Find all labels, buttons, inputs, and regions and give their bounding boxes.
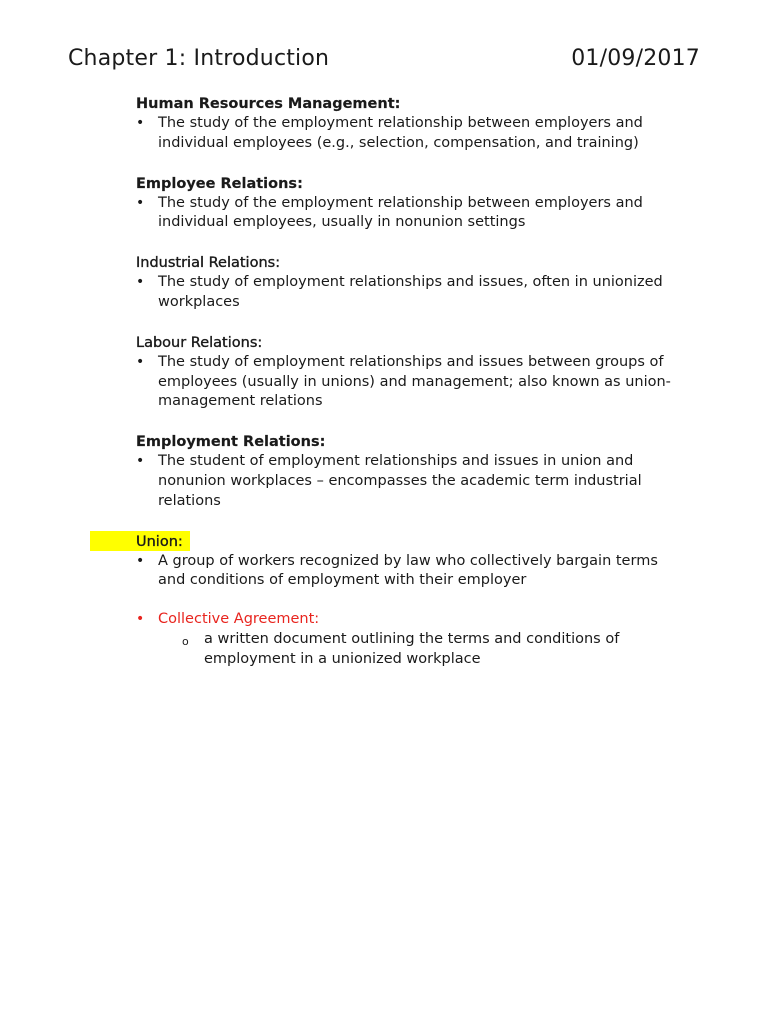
section-employee-relations: [136, 173, 676, 234]
section-union: [136, 531, 676, 592]
section-title: Union:: [136, 533, 183, 550]
section-title: Employment Relations:: [136, 434, 326, 451]
bullet-icon: •: [136, 552, 145, 569]
bullet-icon: •: [136, 194, 145, 211]
section-hrm: [136, 93, 676, 154]
bullet-icon: •: [136, 611, 145, 628]
page-header: [68, 46, 700, 71]
list-item: • The student of employment relationships and issues in union and nonunion workplaces – encompasses the academic term industrial relations: [136, 453, 642, 509]
list-item: • The study of the employment relationship between employers and individual employees (e.g., selection, compensation, and training): [136, 115, 643, 151]
collective-agreement-label: Collective Agreement:: [158, 611, 320, 628]
chapter-title: Chapter 1: Introduction: [68, 46, 330, 71]
header-date: 01/09/2017: [571, 46, 700, 71]
bullet-icon: •: [136, 115, 145, 131]
bullet-icon: •: [136, 453, 145, 470]
section-collective-agreement: [136, 610, 676, 669]
section-employment-relations: [136, 431, 676, 511]
bullet-icon: •: [136, 274, 145, 291]
sub-list-item: o a written document outlining the terms and conditions of employment in a unionized workplace: [182, 630, 620, 667]
section-title: Industrial Relations:: [136, 255, 281, 272]
list-item: • The study of employment relationships and issues between groups of employees (usually in unions) and management; also known as union-management relations: [136, 353, 671, 410]
section-title: Labour Relations:: [136, 334, 263, 351]
section-title: Human Resources Management:: [136, 96, 401, 112]
bullet-icon: •: [136, 353, 145, 370]
section-industrial-relations: [136, 252, 676, 313]
notes-body: [136, 93, 676, 689]
section-labour-relations: [136, 332, 676, 412]
circle-bullet-icon: o: [182, 634, 189, 648]
list-item: [136, 610, 676, 630]
section-title: Employee Relations:: [136, 175, 303, 192]
list-item: • The study of employment relationships and issues, often in unionized workplaces: [136, 274, 663, 310]
list-item: • The study of the employment relationship between employers and individual employees, usually in nonunion settings: [136, 194, 643, 231]
list-item: • A group of workers recognized by law who collectively bargain terms and conditions of employment with their employer: [136, 552, 658, 589]
